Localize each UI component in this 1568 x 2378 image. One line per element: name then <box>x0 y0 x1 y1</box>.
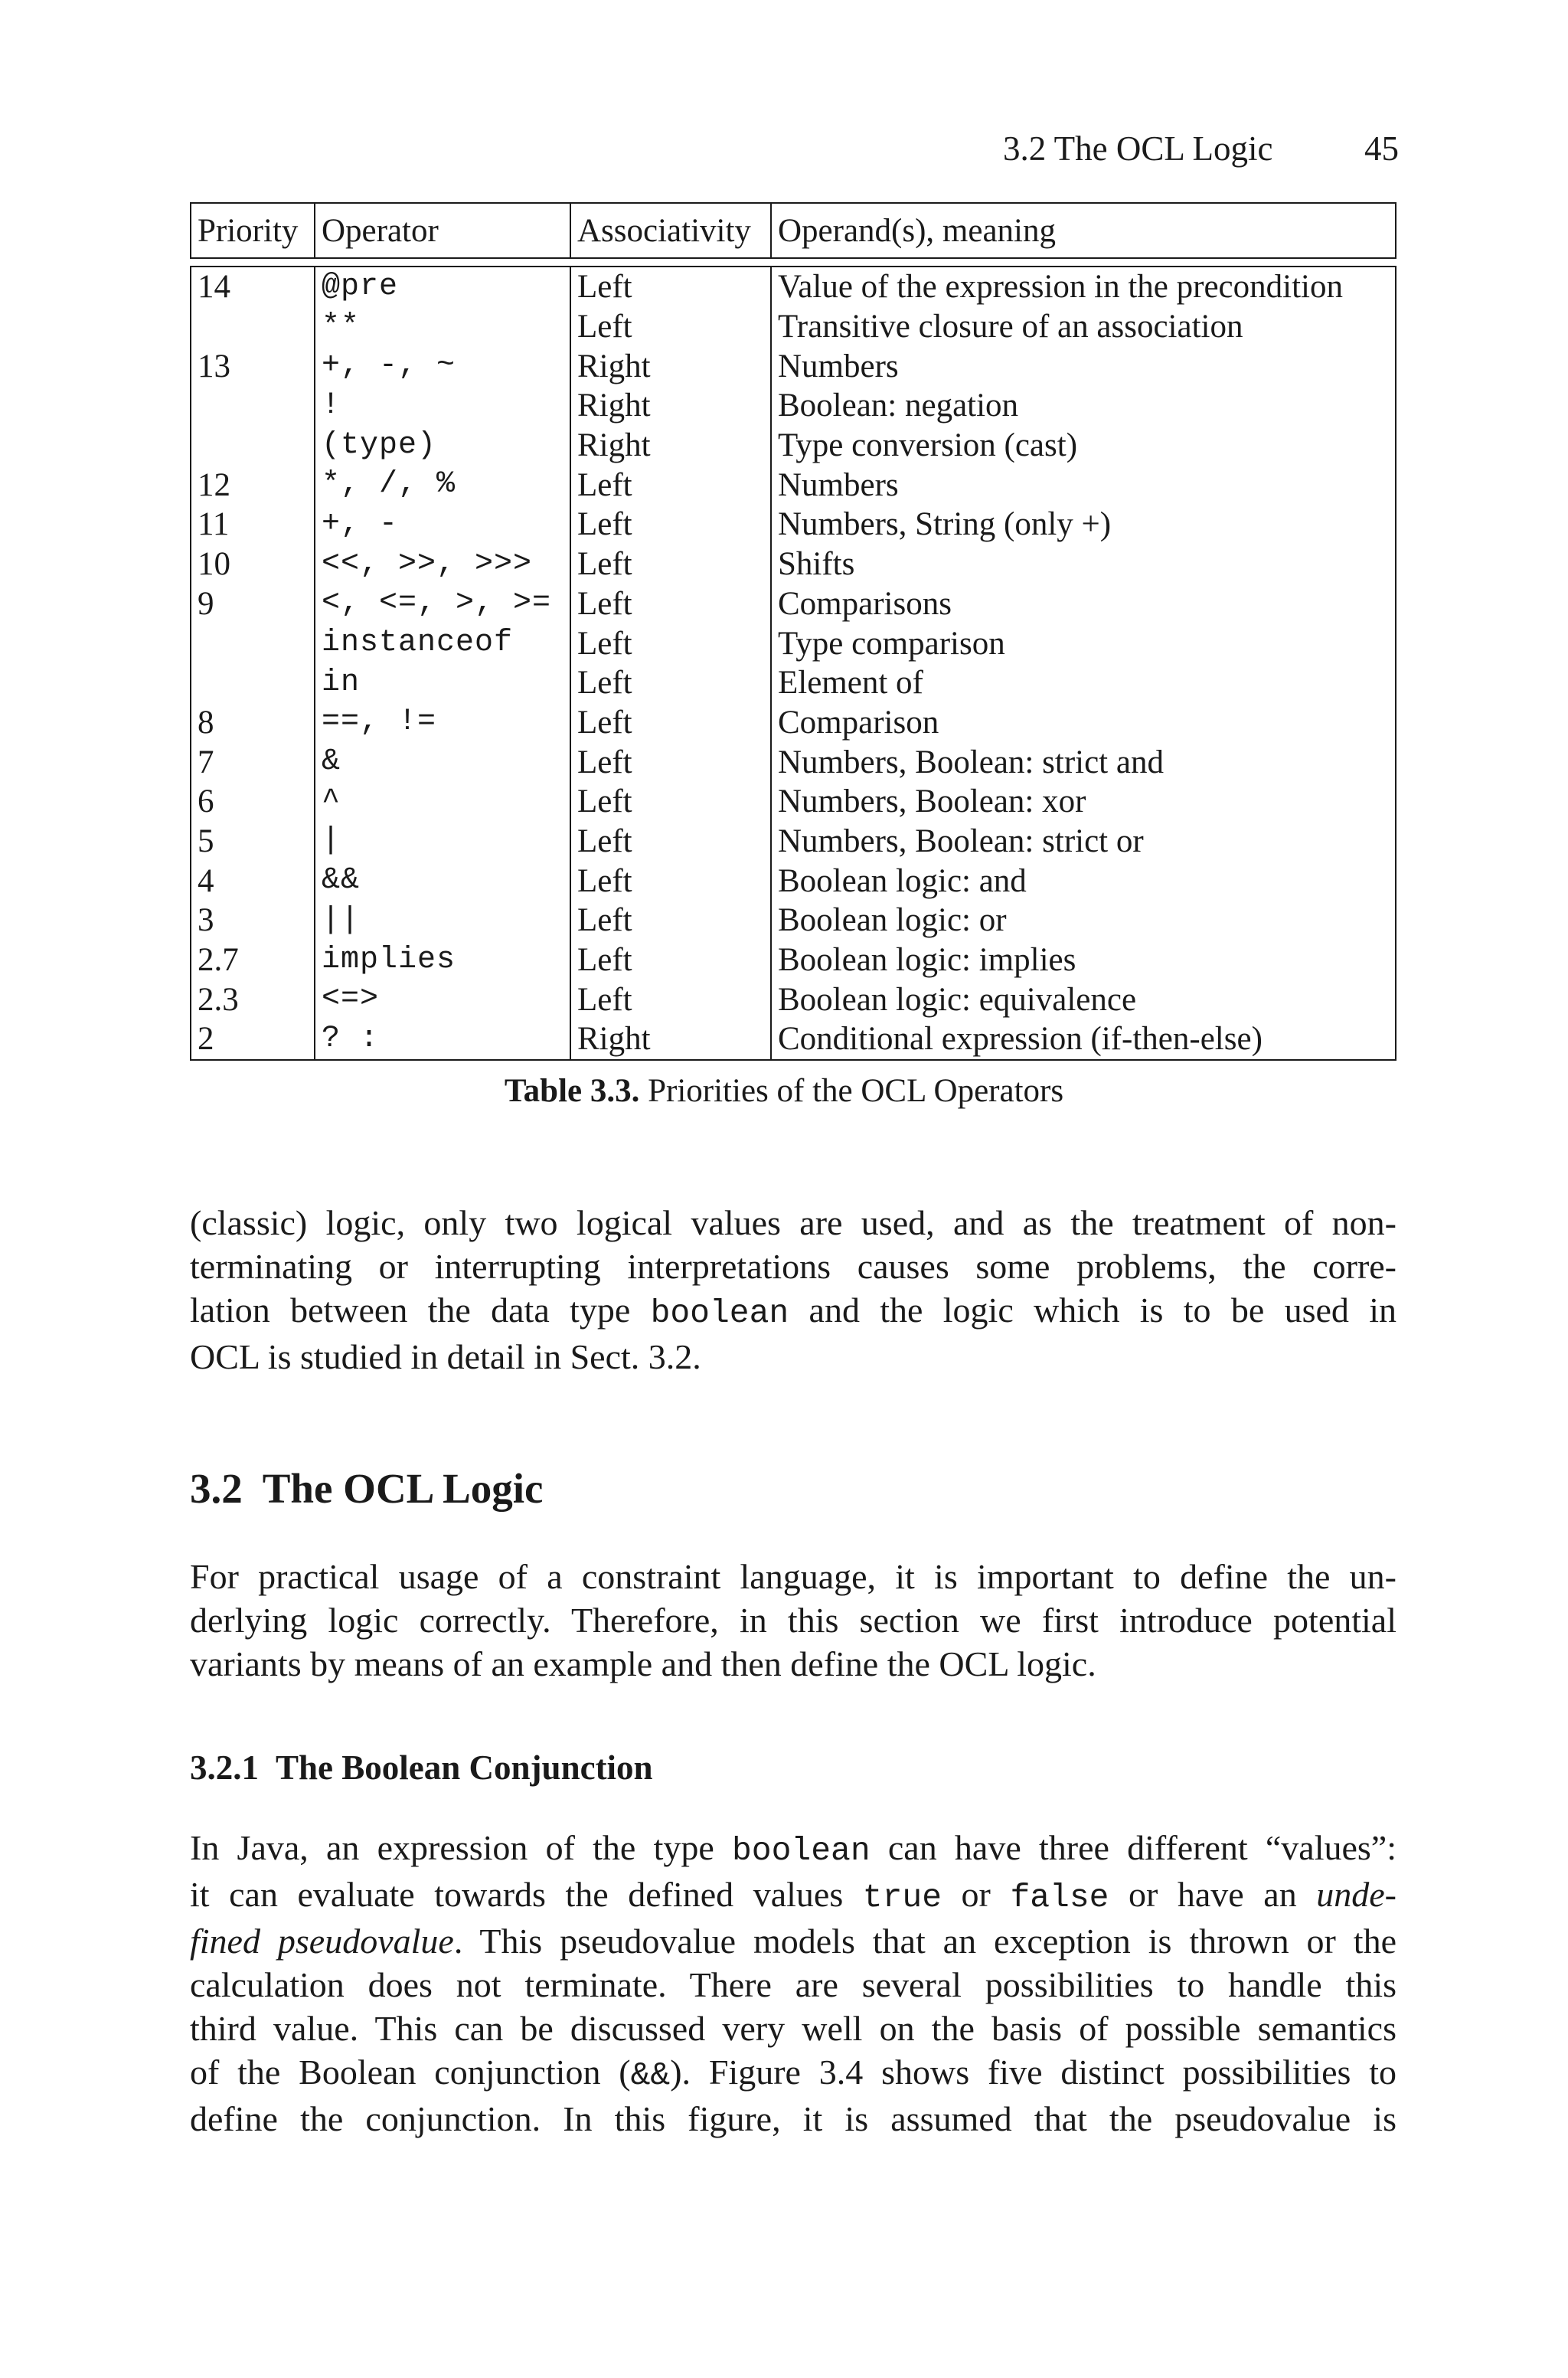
cell-operator: <=> <box>315 980 570 1019</box>
cell-operator: +, -, ~ <box>315 346 570 386</box>
page-number: 45 <box>1364 129 1399 168</box>
cell-meaning: Type conversion (cast) <box>771 426 1396 466</box>
paragraph-line: For practical usage of a constraint language, it is important to define the un- <box>190 1557 1396 1596</box>
cell-priority: 12 <box>191 465 315 505</box>
cell-priority: 4 <box>191 861 315 901</box>
paragraph-line: derlying logic correctly. Therefore, in this section we first introduce potential <box>190 1601 1396 1640</box>
text-run: ). Figure 3.4 shows five distinct possibilities to <box>670 2053 1396 2092</box>
cell-associativity: Left <box>570 742 771 782</box>
cell-meaning: Numbers <box>771 346 1396 386</box>
text-run: . This pseudovalue models that an exception is thrown or the <box>453 1922 1396 1961</box>
paragraph-line: variants by means of an example and then define the OCL logic. <box>190 1644 1096 1683</box>
cell-associativity: Left <box>570 623 771 663</box>
cell-operator: *, /, % <box>315 465 570 505</box>
table-row <box>191 386 1396 426</box>
table-caption <box>0 1072 1568 1110</box>
cell-operator: ? : <box>315 1019 570 1060</box>
table-row <box>191 940 1396 980</box>
cell-associativity: Left <box>570 465 771 505</box>
table-row <box>191 980 1396 1019</box>
cell-meaning: Value of the expression in the precondition <box>771 267 1396 307</box>
inline-code: boolean <box>650 1294 789 1332</box>
paragraph-line: define the conjunction. In this figure, it is assumed that the pseudovalue is <box>190 2099 1396 2138</box>
cell-associativity: Left <box>570 822 771 862</box>
cell-priority: 2.3 <box>191 980 315 1019</box>
inline-code: false <box>1010 1879 1109 1916</box>
text-run: In Java, an expression of the type <box>190 1828 732 1867</box>
cell-meaning: Numbers, Boolean: strict and <box>771 742 1396 782</box>
column-header-operator: Operator <box>315 203 570 258</box>
cell-operator: || <box>315 901 570 940</box>
cell-operator: & <box>315 742 570 782</box>
cell-priority: 2 <box>191 1019 315 1060</box>
table-body <box>191 267 1396 1060</box>
cell-priority: 6 <box>191 782 315 822</box>
cell-associativity: Left <box>570 307 771 347</box>
paragraph-line <box>190 1919 1396 1963</box>
cell-associativity: Left <box>570 505 771 545</box>
paragraph-line <box>190 2050 1396 2097</box>
cell-associativity: Right <box>570 346 771 386</box>
table-caption-text: Priorities of the OCL Operators <box>639 1073 1064 1109</box>
cell-associativity: Left <box>570 901 771 940</box>
cell-operator: ^ <box>315 782 570 822</box>
operator-priority-table <box>190 202 1396 1061</box>
table-row <box>191 584 1396 624</box>
table-row <box>191 1019 1396 1060</box>
running-header-section: 3.2 The OCL Logic <box>1003 129 1273 168</box>
paragraph-section-intro <box>190 1555 1396 1686</box>
paragraph-line: terminating or interrupting interpretations causes some problems, the corre- <box>190 1247 1396 1286</box>
cell-meaning: Numbers, Boolean: strict or <box>771 822 1396 862</box>
table-row <box>191 505 1396 545</box>
table-row <box>191 426 1396 466</box>
cell-meaning: Conditional expression (if-then-else) <box>771 1019 1396 1060</box>
cell-associativity: Left <box>570 782 771 822</box>
table-row <box>191 703 1396 743</box>
cell-priority: 13 <box>191 346 315 386</box>
table-row <box>191 267 1396 307</box>
cell-operator: ! <box>315 386 570 426</box>
cell-associativity: Left <box>570 545 771 584</box>
cell-operator: <, <=, >, >= <box>315 584 570 624</box>
cell-meaning: Boolean logic: implies <box>771 940 1396 980</box>
cell-meaning: Boolean logic: equivalence <box>771 980 1396 1019</box>
column-header-associativity: Associativity <box>570 203 771 258</box>
cell-priority: 7 <box>191 742 315 782</box>
cell-operator: implies <box>315 940 570 980</box>
cell-meaning: Numbers, Boolean: xor <box>771 782 1396 822</box>
paragraph-line <box>190 1288 1396 1335</box>
cell-associativity: Left <box>570 703 771 743</box>
cell-priority: 14 <box>191 267 315 307</box>
cell-meaning: Boolean logic: and <box>771 861 1396 901</box>
cell-associativity: Right <box>570 426 771 466</box>
subsection-heading <box>190 1748 653 1788</box>
column-header-priority: Priority <box>191 203 315 258</box>
text-run: lation between the data type <box>190 1290 651 1330</box>
cell-priority <box>191 386 315 426</box>
cell-priority <box>191 426 315 466</box>
inline-code: && <box>630 2056 671 2094</box>
table-row <box>191 901 1396 940</box>
inline-code: true <box>862 1879 942 1916</box>
table-row <box>191 822 1396 862</box>
section-heading <box>190 1464 543 1513</box>
text-run: it can evaluate towards the defined values <box>190 1875 863 1914</box>
section-title: The OCL Logic <box>262 1465 544 1512</box>
cell-meaning: Type comparison <box>771 623 1396 663</box>
table-row <box>191 307 1396 347</box>
text-run: or <box>942 1875 1011 1914</box>
table-row <box>191 545 1396 584</box>
cell-operator: | <box>315 822 570 862</box>
table-row <box>191 663 1396 703</box>
emphasis: fined pseudovalue <box>190 1922 454 1961</box>
cell-priority <box>191 307 315 347</box>
cell-operator: ==, != <box>315 703 570 743</box>
emphasis: unde- <box>1316 1875 1396 1914</box>
table-row <box>191 742 1396 782</box>
paragraph-line <box>190 1826 1396 1873</box>
paragraph-line: (classic) logic, only two logical values are used, and as the treatment of non- <box>190 1203 1396 1242</box>
cell-priority <box>191 663 315 703</box>
table-header <box>191 203 1396 258</box>
text-run: can have three different “values”: <box>870 1828 1397 1867</box>
cell-operator: +, - <box>315 505 570 545</box>
cell-meaning: Shifts <box>771 545 1396 584</box>
cell-meaning: Boolean logic: or <box>771 901 1396 940</box>
cell-priority <box>191 623 315 663</box>
cell-meaning: Numbers, String (only +) <box>771 505 1396 545</box>
cell-priority: 11 <box>191 505 315 545</box>
subsection-title: The Boolean Conjunction <box>276 1748 653 1787</box>
cell-priority: 8 <box>191 703 315 743</box>
paragraph-line <box>190 1873 1396 1919</box>
section-number: 3.2 <box>190 1465 243 1512</box>
paragraph-line: calculation does not terminate. There are several possibilities to handle this <box>190 1965 1396 2004</box>
table-row <box>191 782 1396 822</box>
cell-associativity: Left <box>570 663 771 703</box>
cell-associativity: Left <box>570 861 771 901</box>
cell-meaning: Comparisons <box>771 584 1396 624</box>
cell-associativity: Left <box>570 940 771 980</box>
cell-operator: <<, >>, >>> <box>315 545 570 584</box>
cell-associativity: Left <box>570 267 771 307</box>
cell-meaning: Numbers <box>771 465 1396 505</box>
cell-priority: 10 <box>191 545 315 584</box>
subsection-number: 3.2.1 <box>190 1748 259 1787</box>
running-header <box>957 129 1399 175</box>
cell-priority: 5 <box>191 822 315 862</box>
table-row <box>191 623 1396 663</box>
text-run: and the logic which is to be used in <box>789 1290 1396 1330</box>
cell-meaning: Transitive closure of an association <box>771 307 1396 347</box>
cell-priority: 2.7 <box>191 940 315 980</box>
text-run: of the Boolean conjunction ( <box>190 2053 631 2092</box>
cell-operator: in <box>315 663 570 703</box>
text-run: or have an <box>1109 1875 1317 1914</box>
table-header-row <box>191 203 1396 258</box>
cell-operator: && <box>315 861 570 901</box>
cell-operator: (type) <box>315 426 570 466</box>
cell-associativity: Left <box>570 584 771 624</box>
table-row <box>191 346 1396 386</box>
column-header-meaning: Operand(s), meaning <box>771 203 1396 258</box>
cell-priority: 3 <box>191 901 315 940</box>
table-row <box>191 861 1396 901</box>
table-row <box>191 465 1396 505</box>
cell-associativity: Right <box>570 1019 771 1060</box>
paragraph-line: OCL is studied in detail in Sect. 3.2. <box>190 1337 701 1376</box>
cell-associativity: Right <box>570 386 771 426</box>
cell-meaning: Boolean: negation <box>771 386 1396 426</box>
paragraph-line: third value. This can be discussed very well on the basis of possible semantics <box>190 2009 1396 2048</box>
inline-code: boolean <box>732 1832 871 1869</box>
paragraph-boolean-conjunction <box>190 1826 1396 2141</box>
cell-meaning: Element of <box>771 663 1396 703</box>
paragraph-intro <box>190 1201 1396 1379</box>
cell-meaning: Comparison <box>771 703 1396 743</box>
cell-associativity: Left <box>570 980 771 1019</box>
cell-operator: @pre <box>315 267 570 307</box>
cell-operator: ** <box>315 307 570 347</box>
cell-priority: 9 <box>191 584 315 624</box>
table-caption-label: Table 3.3. <box>504 1073 640 1109</box>
cell-operator: instanceof <box>315 623 570 663</box>
